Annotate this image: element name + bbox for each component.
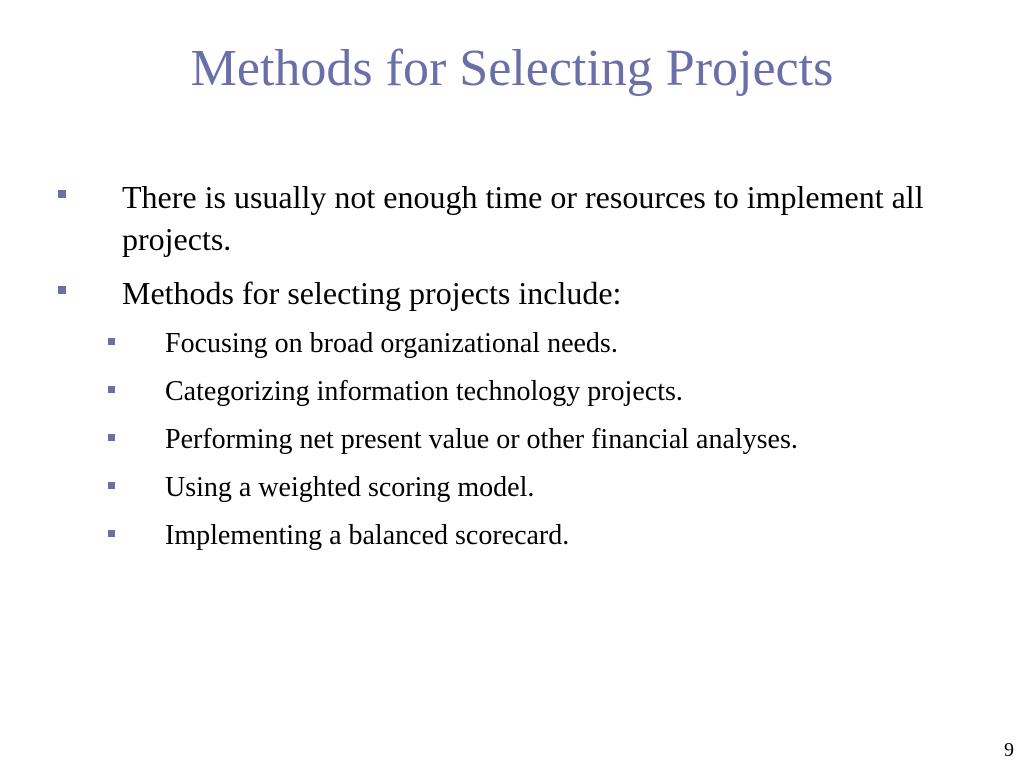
bullet-text: There is usually not enough time or resources to implement all projects. [122,179,924,257]
bullet-list [0,176,1024,566]
sub-bullet-text: Using a weighted scoring model. [165,472,535,503]
square-bullet-icon [108,434,115,441]
sub-bullet-text: Categorizing information technology projects. [165,376,683,407]
sub-bullet-item [0,374,1024,410]
slide-title: Methods for Selecting Projects [190,40,834,97]
sub-bullet-text: Implementing a balanced scorecard. [165,520,570,551]
bullet-item [0,272,1024,314]
sub-bullet-text: Focusing on broad organizational needs. [165,328,618,359]
bullet-item [0,176,1024,260]
sub-bullet-item [0,470,1024,506]
page-number: 9 [1004,739,1014,761]
square-bullet-icon [108,338,115,345]
square-bullet-icon [108,530,115,537]
square-bullet-icon [108,482,115,489]
square-bullet-icon [108,386,115,393]
square-bullet-icon [58,286,66,294]
sub-bullet-text: Performing net present value or other financial analyses. [165,424,798,455]
sub-bullet-item [0,422,1024,458]
sub-bullet-item [0,326,1024,362]
bullet-text: Methods for selecting projects include: [122,275,622,311]
square-bullet-icon [58,190,66,198]
sub-bullet-item [0,518,1024,554]
